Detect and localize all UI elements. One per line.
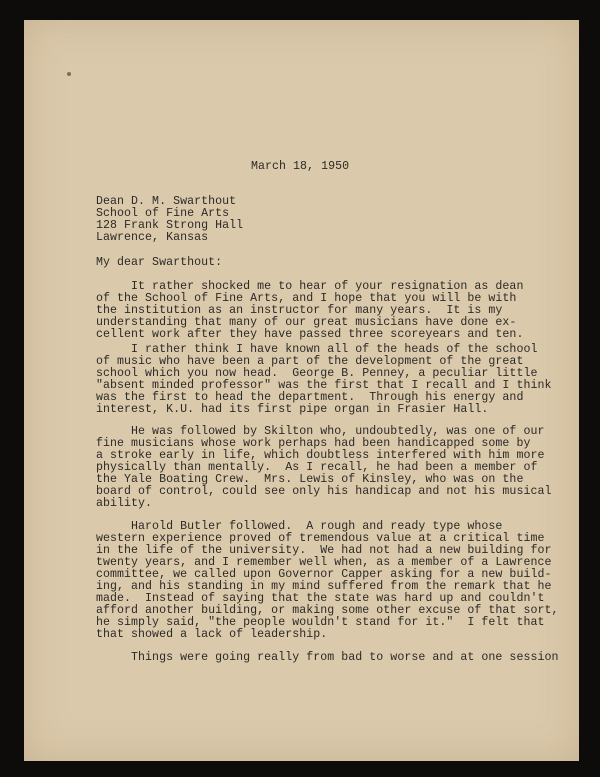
body-line: twenty years, and I remember well when, as a member of a Lawrence bbox=[96, 556, 552, 569]
body-line: Things were going really from bad to worse and at one session bbox=[96, 651, 559, 664]
body-line: It rather shocked me to hear of your resignation as dean bbox=[96, 280, 524, 293]
body-line: Harold Butler followed. A rough and ready type whose bbox=[96, 520, 503, 533]
body-line: "absent minded professor" was the first that I recall and I think bbox=[96, 379, 552, 392]
body-line: school which you now head. George B. Penney, a peculiar little bbox=[96, 367, 538, 380]
body-line: fine musicians whose work perhaps had been handicapped some by bbox=[96, 437, 531, 450]
body-line: the Yale Boating Crew. Mrs. Lewis of Kinsley, who was on the bbox=[96, 473, 524, 486]
body-line: cellent work after they have passed three scoreyears and ten. bbox=[96, 328, 524, 341]
body-line: I rather think I have known all of the heads of the school bbox=[96, 343, 538, 356]
body-line: of music who have been a part of the development of the great bbox=[96, 355, 524, 368]
body-line: made. Instead of saying that the state was hard up and couldn't bbox=[96, 592, 545, 605]
body-line: He was followed by Skilton who, undoubtedly, was one of our bbox=[96, 425, 545, 438]
body-line: physically than mentally. As I recall, he had been a member of bbox=[96, 461, 538, 474]
body-line: western experience proved of tremendous value at a critical time bbox=[96, 532, 545, 545]
letter-date: March 18, 1950 bbox=[251, 160, 350, 173]
body-line: he simply said, "the people wouldn't stand for it." I felt that bbox=[96, 616, 545, 629]
body-line: that showed a lack of leadership. bbox=[96, 628, 328, 641]
address-line: 128 Frank Strong Hall bbox=[96, 219, 244, 232]
address-line: Dean D. M. Swarthout bbox=[96, 195, 237, 208]
body-line: a stroke early in life, which doubtless interfered with him more bbox=[96, 449, 545, 462]
body-line: understanding that many of our great musicians have done ex- bbox=[96, 316, 517, 329]
salutation: My dear Swarthout: bbox=[96, 256, 223, 269]
body-line: committee, we called upon Governor Capper asking for a new build- bbox=[96, 568, 552, 581]
body-line: in the life of the university. We had not had a new building for bbox=[96, 544, 552, 557]
body-line: ing, and his standing in my mind suffered from the remark that he bbox=[96, 580, 552, 593]
body-line: board of control, could see only his handicap and not his musical bbox=[96, 485, 552, 498]
address-line: School of Fine Arts bbox=[96, 207, 230, 220]
body-line: ability. bbox=[96, 497, 153, 510]
body-line: was the first to head the department. Through his energy and bbox=[96, 391, 524, 404]
body-line: interest, K.U. had its first pipe organ in Frasier Hall. bbox=[96, 403, 489, 416]
body-line: of the School of Fine Arts, and I hope that you will be with bbox=[96, 292, 517, 305]
body-line: afford another building, or making some other excuse of that sort, bbox=[96, 604, 559, 617]
ink-speck bbox=[67, 72, 71, 76]
letter-page bbox=[24, 20, 579, 761]
body-line: the institution as an instructor for many years. It is my bbox=[96, 304, 503, 317]
address-line: Lawrence, Kansas bbox=[96, 231, 209, 244]
